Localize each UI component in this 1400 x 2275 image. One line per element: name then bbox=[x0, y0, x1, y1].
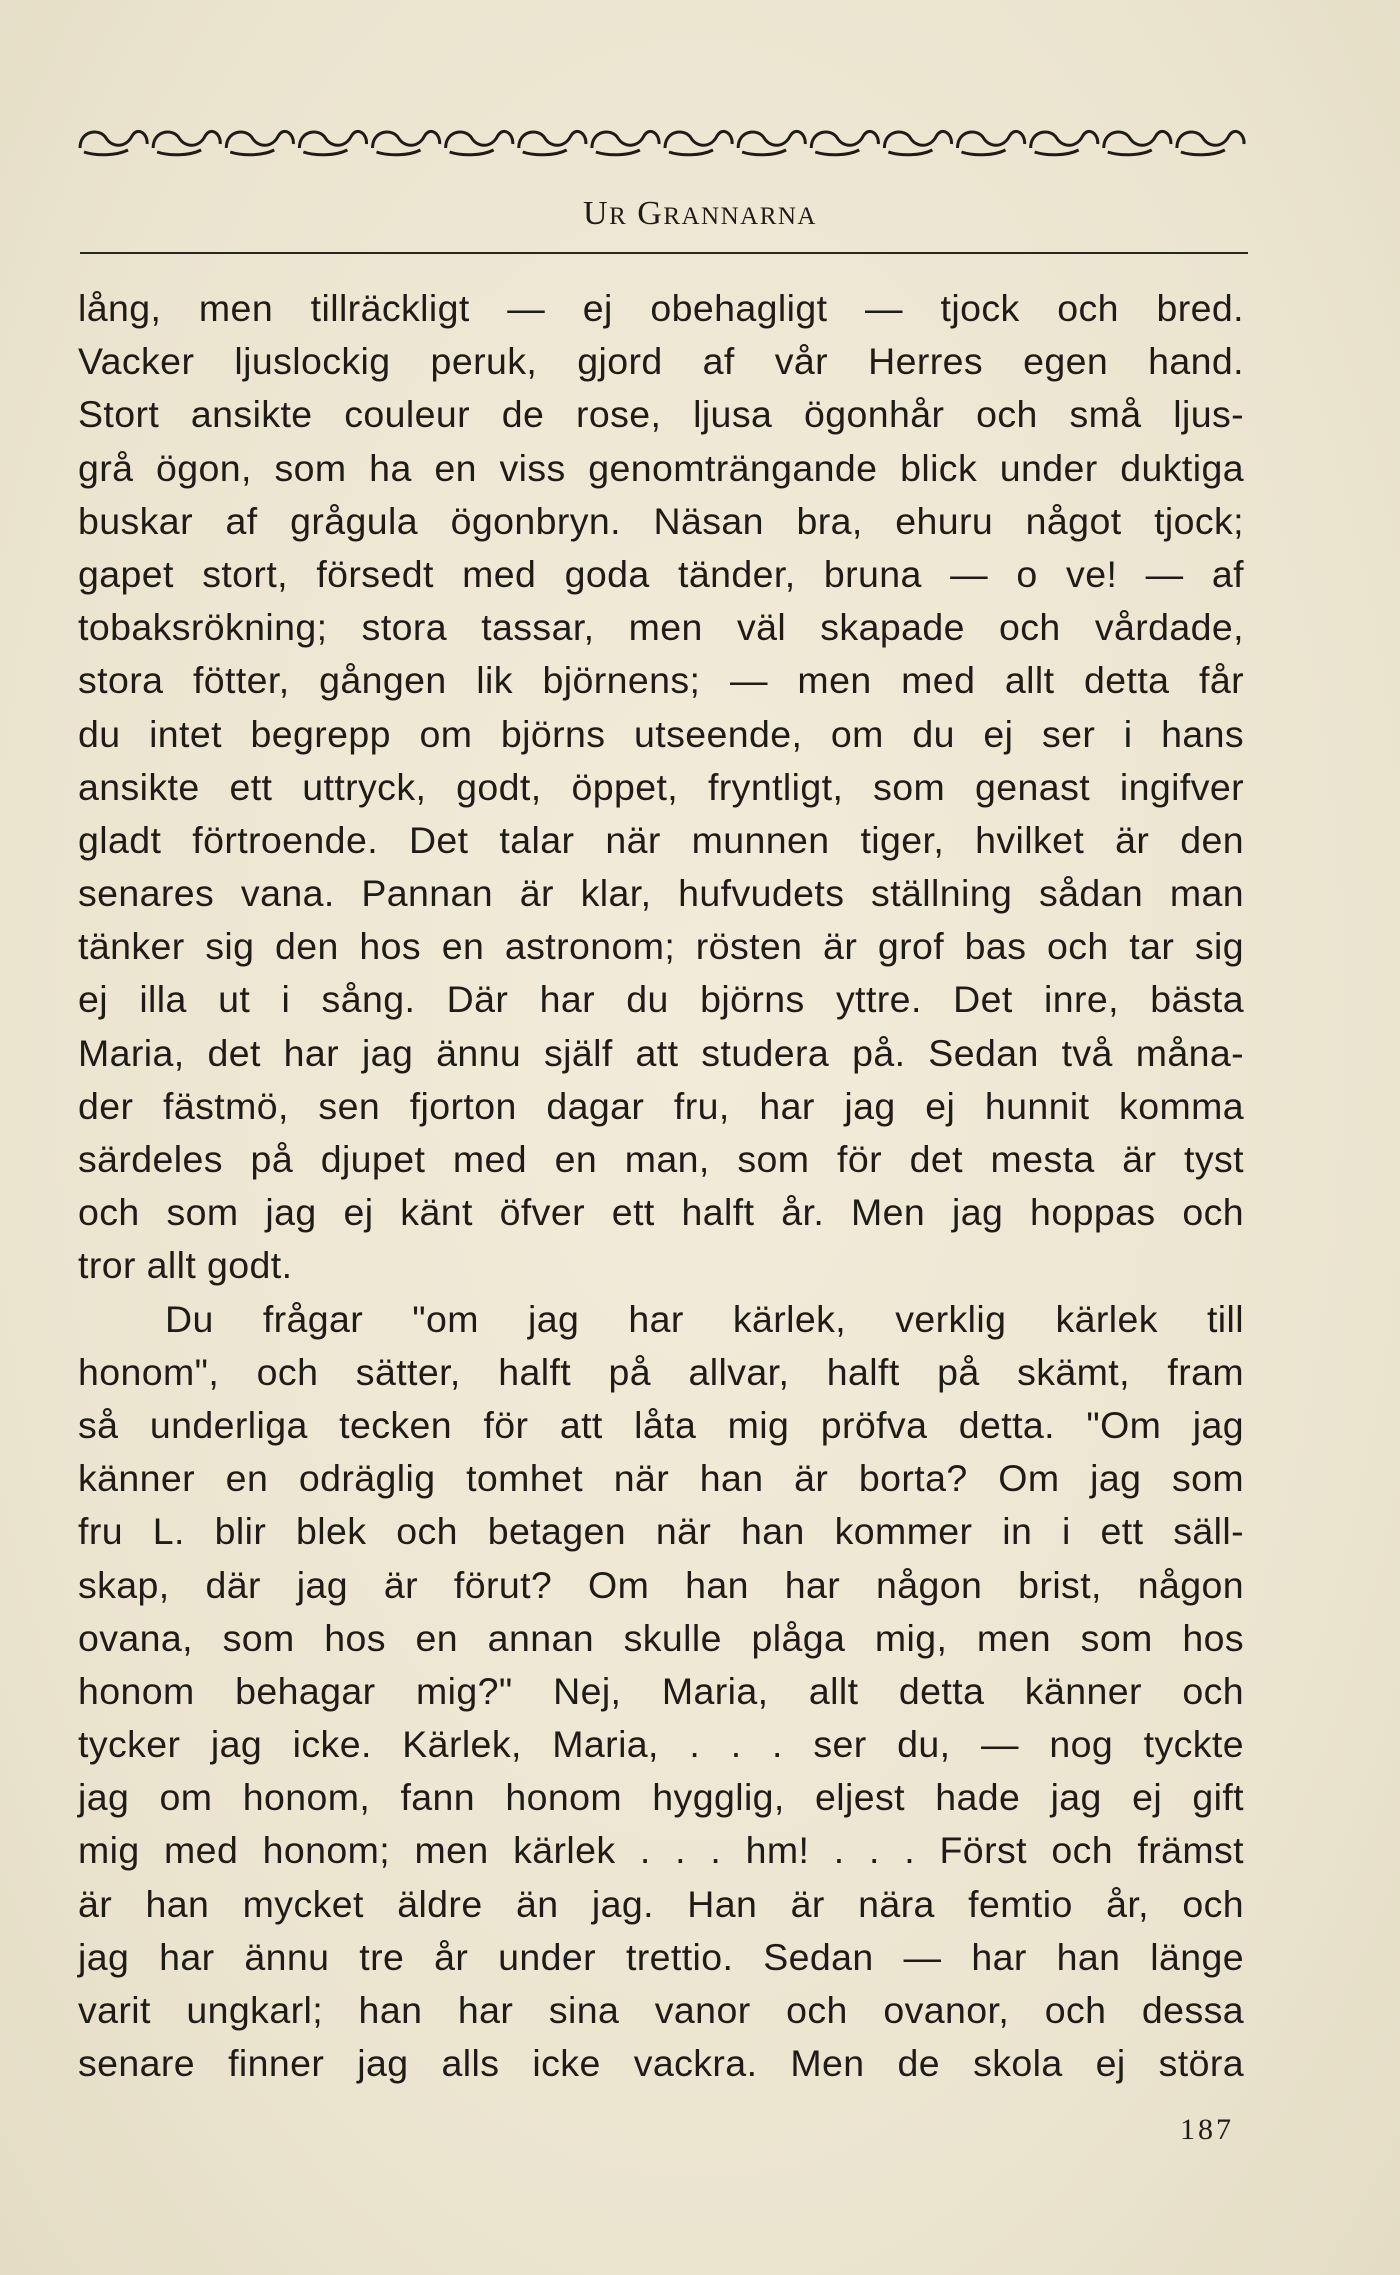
ornament-scroll bbox=[665, 131, 732, 154]
header-rule bbox=[80, 252, 1248, 254]
text-line: mig med honom; men kärlek . . . hm! . . . Först och främst bbox=[78, 1829, 1244, 1872]
text-line: tänker sig den hos en astronom; rösten är grof bas och tar sig bbox=[78, 925, 1244, 968]
text-line: honom behagar mig?" Nej, Maria, allt detta känner och bbox=[78, 1669, 1244, 1712]
page-number: 187 bbox=[1180, 2113, 1234, 2146]
ornament-scroll bbox=[1031, 131, 1098, 154]
text-line: ej illa ut i sång. Där har du björns yttre. Det inre, bästa bbox=[78, 978, 1244, 1021]
text-line: Vacker ljuslockig peruk, gjord af vår Herres egen hand. bbox=[78, 340, 1244, 383]
text-line: gladt förtroende. Det talar när munnen tiger, hvilket är den bbox=[78, 818, 1244, 861]
text-line: och som jag ej känt öfver ett halft år. Men jag hoppas och bbox=[78, 1191, 1244, 1234]
ornament-scroll bbox=[519, 131, 586, 154]
text-line: skap, där jag är förut? Om han har någon brist, någon bbox=[78, 1563, 1244, 1606]
text-line: känner en odräglig tomhet när han är borta? Om jag som bbox=[78, 1457, 1244, 1500]
ornament-scroll bbox=[1104, 131, 1171, 154]
text-line: Stort ansikte couleur de rose, ljusa ögonhår och små ljus- bbox=[78, 393, 1244, 436]
ornament-scroll bbox=[738, 131, 805, 154]
text-line: är han mycket äldre än jag. Han är nära femtio år, och bbox=[78, 1882, 1244, 1925]
ornament-scroll bbox=[299, 131, 366, 154]
ornament-scroll bbox=[884, 131, 951, 154]
text-line: senares vana. Pannan är klar, hufvudets ställning sådan man bbox=[78, 872, 1244, 915]
text-line: särdeles på djupet med en man, som för det mesta är tyst bbox=[78, 1138, 1244, 1180]
ornament-scroll bbox=[153, 131, 220, 154]
ornament-scroll bbox=[80, 131, 147, 154]
text-line: Maria, det har jag ännu själf att studera på. Sedan två måna- bbox=[78, 1031, 1244, 1074]
text-line: tror allt godt. bbox=[78, 1244, 293, 1287]
text-line: grå ögon, som ha en viss genomträngande blick under duktiga bbox=[78, 446, 1244, 489]
ornament-scroll bbox=[226, 131, 293, 154]
ornament-border bbox=[76, 122, 1246, 160]
ornament-scroll bbox=[592, 131, 659, 154]
ornament-scroll bbox=[373, 131, 440, 154]
text-line: senare finner jag alls icke vackra. Men de skola ej störa bbox=[78, 2042, 1244, 2085]
text-line: ansikte ett uttryck, godt, öppet, fryntligt, som genast ingifver bbox=[78, 765, 1244, 808]
text-line: tobaksrökning; stora tassar, men väl skapade och vårdade, bbox=[78, 606, 1244, 649]
text-line: ovana, som hos en annan skulle plåga mig, men som hos bbox=[78, 1616, 1244, 1659]
text-line: så underliga tecken för att låta mig pröfva detta. "Om jag bbox=[78, 1403, 1244, 1446]
text-line: Du frågar "om jag har kärlek, verklig kärlek till bbox=[165, 1297, 1244, 1340]
text-line: varit ungkarl; han har sina vanor och ovanor, och dessa bbox=[78, 1989, 1244, 2031]
text-line: lång, men tillräckligt — ej obehagligt — tjock och bred. bbox=[78, 287, 1244, 329]
body-text bbox=[78, 282, 1244, 2090]
running-head: UR GRANNARNA bbox=[583, 195, 817, 232]
text-line: buskar af grågula ögonbryn. Näsan bra, ehuru något tjock; bbox=[78, 499, 1244, 542]
ornament-scroll bbox=[958, 131, 1025, 154]
text-line: tycker jag icke. Kärlek, Maria, . . . ser du, — nog tyckte bbox=[78, 1723, 1244, 1766]
text-line: honom", och sätter, halft på allvar, halft på skämt, fram bbox=[78, 1350, 1244, 1393]
ornament-scroll bbox=[811, 131, 878, 154]
ornament-scroll bbox=[1177, 131, 1244, 154]
text-line: fru L. blir blek och betagen när han kommer in i ett säll- bbox=[78, 1510, 1244, 1553]
ornament-scroll bbox=[446, 131, 513, 154]
text-line: stora fötter, gången lik björnens; — men med allt detta får bbox=[78, 659, 1244, 702]
text-line: du intet begrepp om björns utseende, om du ej ser i hans bbox=[78, 712, 1244, 755]
text-line: der fästmö, sen fjorton dagar fru, har jag ej hunnit komma bbox=[78, 1084, 1244, 1127]
text-line: jag om honom, fann honom hygglig, eljest hade jag ej gift bbox=[78, 1776, 1244, 1819]
text-line: gapet stort, försedt med goda tänder, bruna — o ve! — af bbox=[78, 552, 1244, 595]
text-line: jag har ännu tre år under trettio. Sedan — har han länge bbox=[78, 1935, 1244, 1978]
